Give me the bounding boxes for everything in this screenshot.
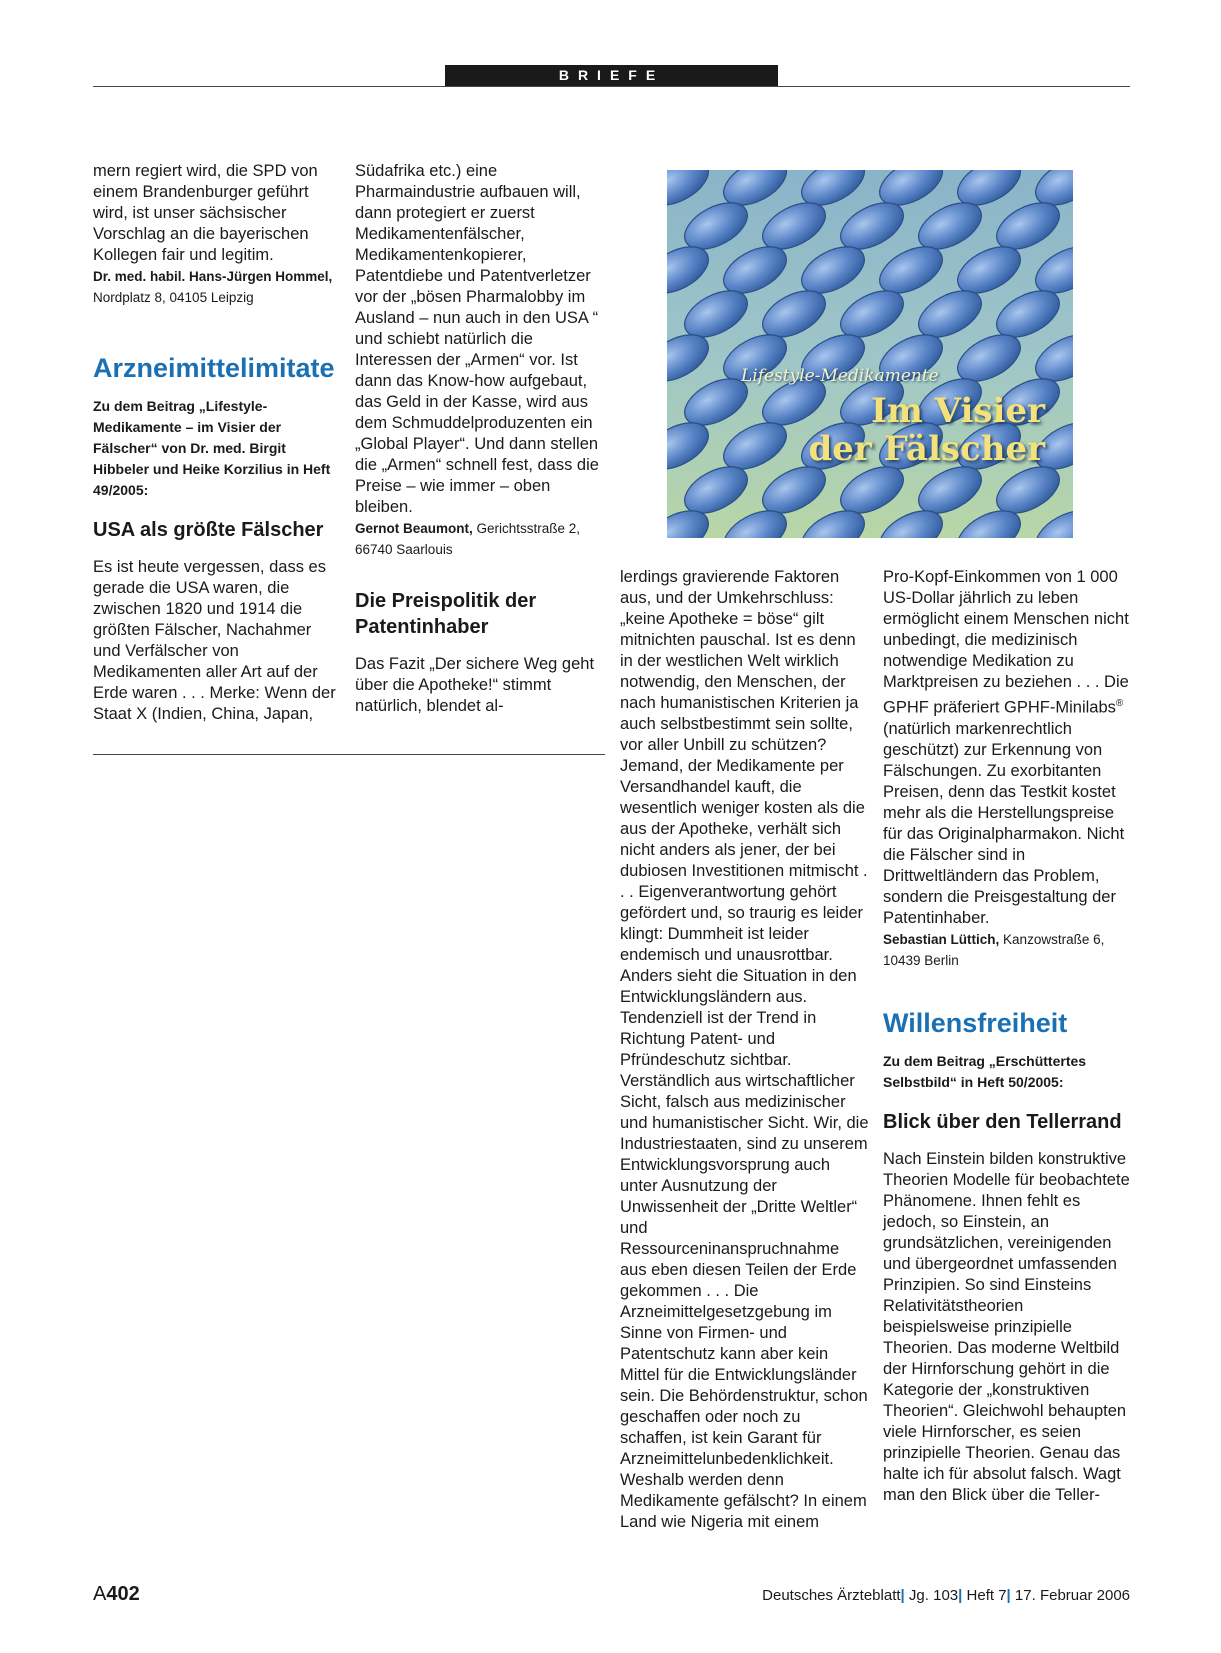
author-name: Dr. med. habil. Hans-Jürgen Hommel,	[93, 269, 333, 284]
letter-signature	[93, 266, 336, 308]
letter-heading: Die Preispolitik der Patentinhaber	[355, 590, 537, 638]
author-address: Gerichtsstraße 2, 66740 Saarlouis	[355, 521, 581, 557]
image-kicker: Lifestyle-Medikamente	[741, 366, 939, 386]
letter-signature	[883, 929, 1130, 971]
letter-continuation: Südafrika etc.) eine Pharmaindustrie aufbauen will, dann protegiert er zuerst Medikamentenfälscher, Medikamentenkopierer, Patentdiebe und Patentverletzer vor der „bösen Pharmalobby im Ausland – nun auch in den USA “ und schiebt natürlich die Interessen der „Armen“ vor. Ist dann das Know-how aufgebaut, das Geld in der Kasse, wird aus dem Schmuddelproduzenten ein „Global Player“. Und dann stellen die „Armen“ schnell fest, dass die Preise – wie immer – oben bleiben.	[355, 162, 599, 516]
letter-heading: Blick über den Tellerrand	[883, 1110, 1122, 1133]
letter-text: lerdings gravierende Faktoren aus, und der Umkehrschluss: „keine Apotheke = böse“ gilt mitnichten pauschal. Ist es denn in der westlichen Welt wirklich notwendig, den Menschen, der nach humanistischen Kriterien ja auch selbstbestimmt sein sollte, vor aller Unbill zu schützen? Jemand, der Medikamente per Versandhandel kauft, die wesentlich weniger kosten als die aus der Apotheke, verhält sich nicht anders als jener, der bei dubiosen Investitionen mitmischt . . . Eigenverantwortung gehört gefördert und, so traurig es leider klingt: Dummheit ist leider endemisch und unausrottbar. Anders sieht die Situation in den Entwicklungsländern aus. Tendenziell ist der Trend in Richtung Patent- und Pfründeschutz sichtbar. Verständlich aus wirtschaftlicher Sicht, falsch aus medizinischer und humanistischer Sicht. Wir, die Industriestaaten, sind zu unserem Entwicklungsvorsprung auch unter Ausnutzung der Unwissenheit der „Dritte Weltler“ und Ressourceninanspruchnahme aus eben diesen Teilen der Erde gekommen . . . Die Arzneimittelgesetzgebung im Sinne von Firmen- und Patentschutz kann aber kein Mittel für die Entwicklungsländer sein. Die Behördenstruktur, schon geschaffen oder noch zu schaffen, ist kein Garant für Arzneimittelunbedenklichkeit. Weshalb werden denn Medikamente gefälscht? In einem Land wie Nigeria mit einem	[620, 568, 869, 1531]
column-2	[355, 161, 605, 717]
topic-title: Willensfreiheit	[883, 1007, 1068, 1038]
image-title-line-1: Im Visier	[870, 391, 1045, 431]
topic-intro: Zu dem Beitrag „Erschüttertes Selbstbild“ in Heft 50/2005:	[883, 1052, 1087, 1090]
registered-mark: ®	[1115, 698, 1124, 709]
header-rule	[93, 86, 1130, 87]
image-title	[809, 392, 1046, 468]
author-address: Kanzowstraße 6, 10439 Berlin	[883, 931, 1105, 968]
journal-name: Deutsches Ärzteblatt	[762, 1587, 901, 1604]
letter-text: Das Fazit „Der sichere Weg geht über die Apotheke!“ stimmt natürlich, blendet al-	[355, 655, 595, 715]
letter-heading: USA als größte Fälscher	[93, 519, 324, 541]
author-address: Nordplatz 8, 04105 Leipzig	[93, 290, 254, 305]
publication-info	[762, 1587, 1130, 1604]
issue: Heft 7	[966, 1587, 1007, 1604]
letter-signature	[355, 518, 605, 560]
letter-continuation: mern regiert wird, die SPD von einem Brandenburger geführt wird, ist unser sächsischer Vorschlag an die bayerischen Kollegen fair und legitim.	[93, 162, 318, 264]
image-title-line-2: der Fälscher	[808, 429, 1045, 469]
separator: |	[958, 1587, 963, 1604]
column-end-rule	[93, 754, 605, 755]
author-name: Gernot Beaumont,	[355, 521, 473, 536]
topic-intro: Zu dem Beitrag „Lifestyle-Medikamente – im Visier der Fälscher“ von Dr. med. Birgit Hibbeler und Heike Korzilius in Heft 49/2005:	[93, 398, 331, 498]
column-1	[93, 161, 336, 725]
letter-text: Es ist heute vergessen, dass es gerade die USA waren, die zwischen 1820 und 1914 die größten Fälscher, Nachahmer und Verfälscher von Medikamenten aller Art auf der Erde waren . . . Merke: Wenn der Staat X (Indien, China, Japan,	[93, 558, 336, 723]
column-3	[620, 567, 870, 1533]
pill-pattern-image	[667, 170, 1073, 538]
issue-date: 17. Februar 2006	[1014, 1587, 1130, 1604]
letter-continuation: Pro-Kopf-Einkommen von 1 000 US-Dollar jährlich zu leben ermöglicht einem Menschen nicht unbedingt, die medizinisch notwendige Medikation zu Marktpreisen zu beziehen . . . Die GPHF präferiert GPHF-Minilabs® (natürlich markenrechtlich geschützt) zur Erkennung von Fälschungen. Zu exorbitanten Preisen, denn das Testkit kostet mehr als die Herstellungspreise für das Originalpharmakon. Nicht die Fälscher sind in Drittweltländern das Problem, sondern die Preisgestaltung der Patentinhaber.	[883, 568, 1129, 927]
separator: |	[900, 1587, 905, 1604]
column-4	[883, 567, 1130, 1506]
volume: Jg. 103	[908, 1587, 959, 1604]
author-name: Sebastian Lüttich,	[883, 931, 1000, 947]
section-label: BRIEFE	[445, 65, 778, 86]
page-number-value: 402	[106, 1583, 140, 1605]
page-number	[93, 1583, 140, 1606]
article-illustration	[667, 170, 1073, 538]
page-prefix: A	[93, 1583, 107, 1605]
letter-text: Nach Einstein bilden konstruktive Theorien Modelle für beobachtete Phänomene. Ihnen fehlt es jedoch, so Einstein, an grundsätzlichen, vereinigenden und übergeordnet umfassenden Prinzipien. So sind Einsteins Relativitätstheorien beispielsweise prinzipielle Theorien. Das moderne Weltbild der Hirnforschung gehört in die Kategorie der „konstruktiven Theorien“. Gleichwohl behaupten viele Hirnforscher, es seien prinzipielle Theorien. Genau das halte ich für absolut falsch. Wagt man den Blick über die Teller-	[883, 1149, 1130, 1504]
topic-title: Arzneimittelimitate	[93, 353, 335, 383]
separator: |	[1006, 1587, 1011, 1604]
